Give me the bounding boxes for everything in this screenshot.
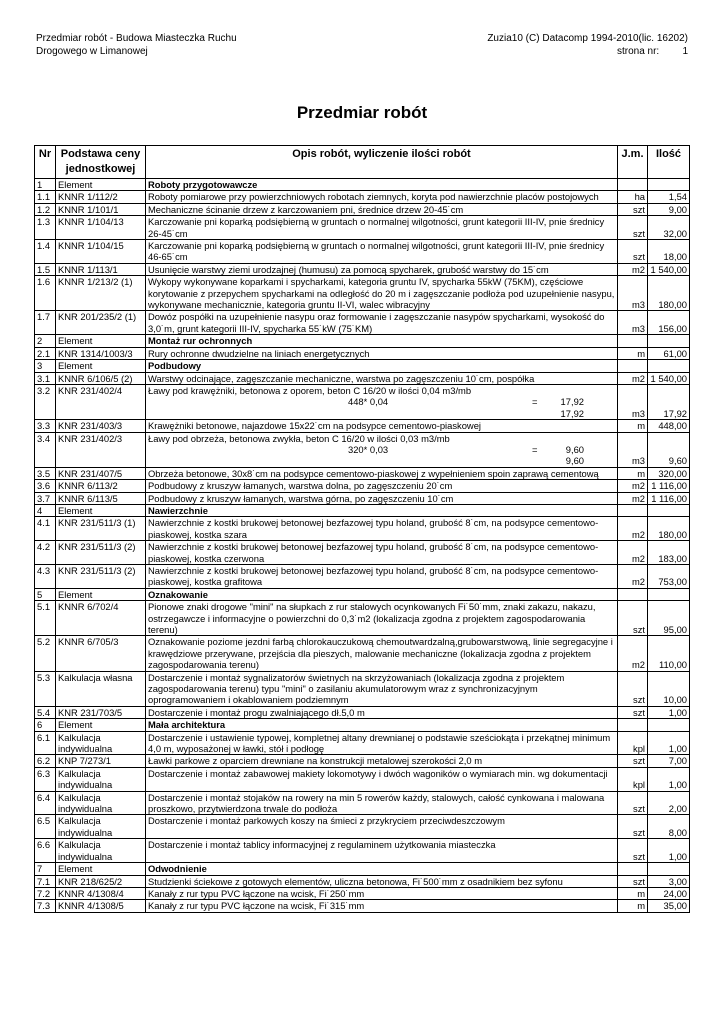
description-text: Dostarczenie i montaż zabawowej makiety lokomotywy i dwóch wagoników o wymiarach min. wg dokumentacji xyxy=(148,767,608,779)
cell-description xyxy=(146,588,618,600)
cell-unit: m2 xyxy=(618,263,648,275)
description-text: Mechaniczne ścinanie drzew z karczowaniem pni, średnice drzew 20-45˙cm xyxy=(148,203,464,215)
table-row xyxy=(35,601,690,636)
cell-nr: 5.1 xyxy=(35,601,56,636)
cell-quantity: 32,00 xyxy=(648,216,690,240)
description-text: Podbudowy z kruszyw łamanych, warstwa dolna, po zagęszczeniu 20˙cm xyxy=(148,480,453,492)
cell-unit xyxy=(618,719,648,731)
col-header-basis: Podstawa ceny jednostkowej xyxy=(56,146,146,179)
cell-quantity: 7,00 xyxy=(648,755,690,767)
cell-basis: KNR 1314/1003/3 xyxy=(56,347,146,359)
description-text: Usunięcie warstwy ziemi urodzajnej (humusu) za pomocą spycharek, grubość warstwy do 15˙cm xyxy=(148,263,549,275)
description-text: Karczowanie pni koparką podsiębierną w gruntach o normalnej wilgotności, grunt kategorii III-IV, pnie średnicy 26-45˙cm xyxy=(148,216,605,239)
cell-quantity: 110,00 xyxy=(648,636,690,671)
cell-basis: KNR 201/235/2 (1) xyxy=(56,311,146,335)
cell-description xyxy=(146,384,618,419)
cell-nr: 1.5 xyxy=(35,263,56,275)
cell-basis: KNR 218/625/2 xyxy=(56,875,146,887)
cell-unit: m3 xyxy=(618,384,648,419)
cell-nr: 5 xyxy=(35,588,56,600)
cell-nr: 2 xyxy=(35,335,56,347)
description-text: Dostarczenie i montaż parkowych koszy na śmieci z przykryciem przeciwdeszczowym xyxy=(148,815,505,827)
cell-nr: 6.5 xyxy=(35,815,56,839)
cell-basis: KNNR 1/213/2 (1) xyxy=(56,276,146,311)
cell-quantity: 1,00 xyxy=(648,767,690,791)
cell-basis: KNNR 1/101/1 xyxy=(56,203,146,215)
description-text: Mała architektura xyxy=(148,719,226,731)
cell-unit xyxy=(618,504,648,516)
cell-nr: 7 xyxy=(35,863,56,875)
description-text: Dostarczenie i montaż sygnalizatorów świetnych na skrzyżowaniach (lokalizacja zgodna z projektem zagospodarowania terenu) typu "mini" o zasilaniu akumulatorowym wraz z synchronizacyjnym oprogramowaniem i okablowaniem podziemnym xyxy=(148,671,565,706)
description-text: Kanały z rur typu PVC łączone na wcisk, Fi˙315˙mm xyxy=(148,900,365,912)
cell-description xyxy=(146,875,618,887)
page-number: 1 xyxy=(682,46,688,57)
cell-quantity xyxy=(648,504,690,516)
cell-description xyxy=(146,900,618,912)
cell-quantity: 35,00 xyxy=(648,900,690,912)
description-text: Ławy pod krawężniki, betonowa z oporem, beton C 16/20 w ilości 0,04 m3/mb xyxy=(148,384,472,396)
cell-quantity xyxy=(648,335,690,347)
cell-basis: KNNR 1/104/13 xyxy=(56,216,146,240)
cell-quantity: 1,00 xyxy=(648,706,690,718)
cell-basis: KNNR 1/113/1 xyxy=(56,263,146,275)
cell-quantity: 95,00 xyxy=(648,601,690,636)
description-text: Montaż rur ochronnych xyxy=(148,335,253,347)
description-text: Karczowanie pni koparką podsiębierną w gruntach o normalnej wilgotności, grunt kategorii III-IV, pnie średnicy 46-65˙cm xyxy=(148,240,605,263)
description-text: Odwodnienie xyxy=(148,863,207,875)
cell-basis: KNNR 6/702/4 xyxy=(56,601,146,636)
cell-unit: m2 xyxy=(618,517,648,541)
col-header-unit: J.m. xyxy=(618,146,648,179)
cell-nr: 7.2 xyxy=(35,887,56,899)
cell-unit xyxy=(618,179,648,191)
cell-unit: szt xyxy=(618,601,648,636)
cell-basis: Kalkulacja indywidualna xyxy=(56,767,146,791)
cell-quantity: 2,00 xyxy=(648,791,690,815)
cell-quantity: 1 116,00 xyxy=(648,492,690,504)
col-header-quantity: Ilość xyxy=(648,146,690,179)
calc-sum: 9,60 xyxy=(565,455,584,467)
cell-nr: 3 xyxy=(35,360,56,372)
calculation-line xyxy=(148,444,615,455)
table-row xyxy=(35,815,690,839)
cell-description xyxy=(146,240,618,264)
cell-unit xyxy=(618,588,648,600)
cell-basis: KNNR 6/113/5 xyxy=(56,492,146,504)
cell-basis: KNNR 1/104/15 xyxy=(56,240,146,264)
cell-nr: 1.7 xyxy=(35,311,56,335)
cell-nr: 3.2 xyxy=(35,384,56,419)
calculation-sum-line xyxy=(148,408,615,419)
table-row xyxy=(35,191,690,203)
software-credit: Zuzia10 (C) Datacomp 1994-2010(lic. 16202) xyxy=(487,33,688,44)
cell-basis: Kalkulacja indywidualna xyxy=(56,731,146,755)
cell-basis: KNR 231/402/3 xyxy=(56,432,146,467)
cell-unit: m2 xyxy=(618,372,648,384)
cell-unit: szt xyxy=(618,755,648,767)
table-row xyxy=(35,671,690,706)
cell-unit: m2 xyxy=(618,541,648,565)
description-text: Pionowe znaki drogowe "mini" na słupkach z rur stalowych ocynkowanych Fi˙50˙mm, znaki zakazu, nakazu, ostrzegawcze i informacyjne o powierzchni do 0,3˙m2 (lokalizacja zgodna z projektem zagospodarowania terenu) xyxy=(148,601,596,635)
cell-unit: m2 xyxy=(618,480,648,492)
cell-basis: Kalkulacja indywidualna xyxy=(56,815,146,839)
cell-description xyxy=(146,216,618,240)
cell-quantity xyxy=(648,863,690,875)
cell-unit: szt xyxy=(618,671,648,706)
cell-description xyxy=(146,360,618,372)
section-row xyxy=(35,179,690,191)
cell-unit: szt xyxy=(618,791,648,815)
cell-basis: KNR 231/703/5 xyxy=(56,706,146,718)
cell-unit: m xyxy=(618,887,648,899)
cell-description xyxy=(146,719,618,731)
description-text: Dowóz pospółki na uzupełnienie nasypu oraz formowanie i zagęszczanie nasypów spycharkami, wysokość do 3,0˙m, grunt kategorii III-IV, spycharka 55˙kW (75˙KM) xyxy=(148,311,605,334)
cell-nr: 6 xyxy=(35,719,56,731)
cell-quantity: 9,60 xyxy=(648,432,690,467)
table-header-row xyxy=(35,146,690,179)
cell-nr: 6.2 xyxy=(35,755,56,767)
calc-equals: = xyxy=(532,396,538,408)
cell-description xyxy=(146,887,618,899)
cell-description xyxy=(146,335,618,347)
cell-description xyxy=(146,504,618,516)
description-text: Kanały z rur typu PVC łączone na wcisk, Fi˙250˙mm xyxy=(148,887,365,899)
cell-basis: Element xyxy=(56,504,146,516)
cell-unit xyxy=(618,863,648,875)
cell-basis: KNP 7/273/1 xyxy=(56,755,146,767)
cell-nr: 3.4 xyxy=(35,432,56,467)
cell-quantity: 180,00 xyxy=(648,517,690,541)
section-row xyxy=(35,588,690,600)
description-text: Nawierzchnie z kostki brukowej betonowej bezfazowej typu holand, grubość 8˙cm, na podsypce cementowo-piaskowej, kostka szara xyxy=(148,517,599,540)
cell-unit: szt xyxy=(618,216,648,240)
cell-basis: Kalkulacja własna xyxy=(56,671,146,706)
section-row xyxy=(35,504,690,516)
description-text: Dostarczenie i montaż stojaków na rowery na min 5 rowerów każdy, stalowych, całość cynkowana i malowana proszkowo, przytwierdzona trwale do podłoża xyxy=(148,791,605,815)
table-row xyxy=(35,875,690,887)
cell-basis: KNNR 1/112/2 xyxy=(56,191,146,203)
cell-description xyxy=(146,815,618,839)
cell-description xyxy=(146,671,618,706)
cell-unit: szt xyxy=(618,815,648,839)
table-row xyxy=(35,636,690,671)
cell-quantity: 753,00 xyxy=(648,564,690,588)
calc-sum: 17,92 xyxy=(560,407,584,419)
calc-value: 17,92 xyxy=(560,396,584,408)
description-text: Wykopy wykonywane koparkami i spycharkami, kategoria gruntu IV, spycharka 55kW (75KM), częściowe korytowanie z przepychem spycharkami na odległość do 20 m i zagęszczanie podłoża pod uzupełnienie nasypu, wykonywane mechanicznie, kategoria gruntu II-VI, walec wibracyjny xyxy=(148,276,615,311)
cell-basis: KNNR 6/106/5 (2) xyxy=(56,372,146,384)
cell-nr: 7.1 xyxy=(35,875,56,887)
cell-nr: 4 xyxy=(35,504,56,516)
description-text: Nawierzchnie z kostki brukowej betonowej bezfazowej typu holand, grubość 8˙cm, na podsypce cementowo-piaskowej, kostka grafitowa xyxy=(148,564,599,588)
cell-quantity: 156,00 xyxy=(648,311,690,335)
cell-quantity xyxy=(648,719,690,731)
header-right xyxy=(487,32,688,58)
description-text: Krawężniki betonowe, najazdowe 15x22˙cm na podsypce cementowo-piaskowej xyxy=(148,420,481,432)
cell-nr: 3.1 xyxy=(35,372,56,384)
table-row xyxy=(35,311,690,335)
table-row xyxy=(35,755,690,767)
cell-basis: KNR 231/511/3 (2) xyxy=(56,564,146,588)
table-row xyxy=(35,467,690,479)
cell-description xyxy=(146,432,618,467)
cell-nr: 1.1 xyxy=(35,191,56,203)
table-body xyxy=(35,179,690,913)
calc-equals: = xyxy=(532,443,538,455)
cell-nr: 6.6 xyxy=(35,839,56,863)
cell-unit: m3 xyxy=(618,432,648,467)
cell-quantity: 183,00 xyxy=(648,541,690,565)
cell-description xyxy=(146,347,618,359)
cell-quantity: 320,00 xyxy=(648,467,690,479)
table-row xyxy=(35,276,690,311)
cell-quantity xyxy=(648,360,690,372)
cell-quantity: 1,54 xyxy=(648,191,690,203)
cell-description xyxy=(146,601,618,636)
cell-quantity: 17,92 xyxy=(648,384,690,419)
cell-basis: KNR 231/403/3 xyxy=(56,420,146,432)
section-row xyxy=(35,719,690,731)
calculation-line xyxy=(148,396,615,407)
cell-unit: szt xyxy=(618,706,648,718)
cost-estimate-table xyxy=(34,145,690,913)
table-row xyxy=(35,480,690,492)
cell-basis: Element xyxy=(56,719,146,731)
section-row xyxy=(35,863,690,875)
description-text: Oznakowanie poziome jezdni farbą chlorokauczukową chemoutwardzalną,grubowarstwową, linie segregacyjne i krawędziowe przerywane, przejścia dla pieszych, malowanie mechaniczne (lokalizacja zgodna z projektem zagospodarowania terenu) xyxy=(148,636,613,671)
table-row xyxy=(35,203,690,215)
description-text: Roboty pomiarowe przy powierzchniowych robotach ziemnych, koryta pod nawierzchnie placów postojowych xyxy=(148,191,599,203)
cell-basis: Element xyxy=(56,179,146,191)
project-title-line1: Przedmiar robót - Budowa Miasteczka Ruchu xyxy=(36,33,237,44)
cell-quantity: 1 540,00 xyxy=(648,372,690,384)
description-text: Warstwy odcinające, zagęszczanie mechaniczne, warstwa po zagęszczeniu 10˙cm, pospółka xyxy=(148,372,535,384)
cell-unit: m2 xyxy=(618,564,648,588)
cell-nr: 4.1 xyxy=(35,517,56,541)
cell-unit: m xyxy=(618,900,648,912)
cell-basis: Element xyxy=(56,588,146,600)
cell-description xyxy=(146,191,618,203)
cell-basis: Element xyxy=(56,360,146,372)
cell-quantity: 9,00 xyxy=(648,203,690,215)
description-text: Oznakowanie xyxy=(148,588,208,600)
cell-unit: m2 xyxy=(618,636,648,671)
cell-nr: 2.1 xyxy=(35,347,56,359)
cell-nr: 7.3 xyxy=(35,900,56,912)
description-text: Roboty przygotowawcze xyxy=(148,179,258,190)
cell-description xyxy=(146,541,618,565)
cell-unit: szt xyxy=(618,839,648,863)
cell-description xyxy=(146,767,618,791)
cell-description xyxy=(146,276,618,311)
page-title: Przedmiar robót xyxy=(296,103,428,122)
cell-unit: szt xyxy=(618,240,648,264)
description-text: Ławki parkowe z oparciem drewniane na konstrukcji metalowej szerokości 2,0 m xyxy=(148,755,482,767)
description-text: Podbudowy xyxy=(148,360,202,372)
cell-description xyxy=(146,755,618,767)
table-row xyxy=(35,432,690,467)
cell-unit: kpl xyxy=(618,767,648,791)
cell-basis: KNR 231/402/4 xyxy=(56,384,146,419)
cell-quantity: 18,00 xyxy=(648,240,690,264)
description-text: Nawierzchnie xyxy=(148,504,208,516)
cell-quantity: 24,00 xyxy=(648,887,690,899)
cell-basis: KNNR 6/113/2 xyxy=(56,480,146,492)
project-title-line2: Drogowego w Limanowej xyxy=(36,46,148,57)
description-text: Studzienki ściekowe z gotowych elementów, uliczna betonowa, Fi˙500˙mm z osadnikiem bez syfonu xyxy=(148,875,563,887)
description-text: Ławy pod obrzeża, betonowa zwykła, beton C 16/20 w ilości 0,03 m3/mb xyxy=(148,432,450,444)
cell-nr: 4.2 xyxy=(35,541,56,565)
calc-formula: 320* 0,03 xyxy=(348,443,389,455)
cell-nr: 1.4 xyxy=(35,240,56,264)
col-header-nr: Nr xyxy=(35,146,56,179)
cell-description xyxy=(146,179,618,191)
page-label: strona nr: xyxy=(616,46,660,57)
table-row xyxy=(35,791,690,815)
cell-quantity: 1,00 xyxy=(648,731,690,755)
cell-description xyxy=(146,311,618,335)
cell-unit: m xyxy=(618,347,648,359)
section-row xyxy=(35,335,690,347)
cell-unit: m3 xyxy=(618,276,648,311)
description-text: Dostarczenie i ustawienie typowej, kompletnej altany drewnianej o podstawie sześciokąta i przekątnej minimum 4,0 m, wyposażonej w ławki, stół i podłogę xyxy=(148,731,611,755)
cell-nr: 1.3 xyxy=(35,216,56,240)
cell-quantity: 180,00 xyxy=(648,276,690,311)
cell-nr: 6.4 xyxy=(35,791,56,815)
cell-unit: m xyxy=(618,467,648,479)
cell-quantity: 61,00 xyxy=(648,347,690,359)
description-text: Podbudowy z kruszyw łamanych, warstwa górna, po zagęszczeniu 10˙cm xyxy=(148,492,454,504)
table-row xyxy=(35,564,690,588)
cell-basis: KNR 231/511/3 (2) xyxy=(56,541,146,565)
cell-basis: KNNR 4/1308/4 xyxy=(56,887,146,899)
cell-description xyxy=(146,564,618,588)
cell-quantity: 3,00 xyxy=(648,875,690,887)
header-left xyxy=(36,32,237,58)
cell-quantity: 1,00 xyxy=(648,839,690,863)
cell-basis: Element xyxy=(56,335,146,347)
calc-formula: 448* 0,04 xyxy=(348,396,389,408)
cell-description xyxy=(146,731,618,755)
cell-nr: 5.2 xyxy=(35,636,56,671)
cell-description xyxy=(146,372,618,384)
cell-nr: 3.7 xyxy=(35,492,56,504)
cell-description xyxy=(146,420,618,432)
cell-basis: KNNR 6/705/3 xyxy=(56,636,146,671)
cell-description xyxy=(146,706,618,718)
table-row xyxy=(35,541,690,565)
cell-unit xyxy=(618,360,648,372)
table-row xyxy=(35,216,690,240)
cell-unit: kpl xyxy=(618,731,648,755)
page-number-line xyxy=(487,45,688,58)
cell-quantity: 8,00 xyxy=(648,815,690,839)
cell-nr: 3.6 xyxy=(35,480,56,492)
cell-quantity: 10,00 xyxy=(648,671,690,706)
calc-value: 9,60 xyxy=(565,443,584,455)
cell-unit: m2 xyxy=(618,492,648,504)
cell-quantity xyxy=(648,179,690,191)
cell-description xyxy=(146,839,618,863)
description-text: Rury ochronne dwudzielne na liniach energetycznych xyxy=(148,347,370,359)
table-row xyxy=(35,372,690,384)
cell-nr: 1.6 xyxy=(35,276,56,311)
cell-basis: KNNR 4/1308/5 xyxy=(56,900,146,912)
cell-nr: 5.4 xyxy=(35,706,56,718)
cell-unit: szt xyxy=(618,203,648,215)
table-row xyxy=(35,517,690,541)
cell-quantity: 1 540,00 xyxy=(648,263,690,275)
description-text: Dostarczenie i montaż progu zwalniającego dł.5,0 m xyxy=(148,706,365,718)
table-row xyxy=(35,384,690,419)
cell-description xyxy=(146,467,618,479)
cell-nr: 5.3 xyxy=(35,671,56,706)
section-row xyxy=(35,360,690,372)
table-row xyxy=(35,492,690,504)
cell-basis: KNR 231/511/3 (1) xyxy=(56,517,146,541)
cell-basis: Kalkulacja indywidualna xyxy=(56,791,146,815)
description-text: Dostarczenie i montaż tablicy informacyjnej z regulaminem użytkowania miasteczka xyxy=(148,839,496,851)
cell-nr: 4.3 xyxy=(35,564,56,588)
table-row xyxy=(35,900,690,912)
cell-basis: Kalkulacja indywidualna xyxy=(56,839,146,863)
table-row xyxy=(35,887,690,899)
table-row xyxy=(35,263,690,275)
description-text: Obrzeża betonowe, 30x8˙cm na podsypce cementowo-piaskowej z wypełnieniem spoin zaprawą cementową xyxy=(148,467,599,479)
cell-unit xyxy=(618,335,648,347)
cell-nr: 3.3 xyxy=(35,420,56,432)
cell-nr: 1.2 xyxy=(35,203,56,215)
calculation-sum-line xyxy=(148,455,615,466)
cell-nr: 6.3 xyxy=(35,767,56,791)
table-row xyxy=(35,240,690,264)
cell-description xyxy=(146,863,618,875)
table-row xyxy=(35,347,690,359)
table-row xyxy=(35,839,690,863)
cell-quantity: 448,00 xyxy=(648,420,690,432)
cell-nr: 3.5 xyxy=(35,467,56,479)
cell-description xyxy=(146,263,618,275)
cell-description xyxy=(146,203,618,215)
table-row xyxy=(35,731,690,755)
cell-basis: KNR 231/407/5 xyxy=(56,467,146,479)
cell-nr: 1 xyxy=(35,179,56,191)
cell-nr: 6.1 xyxy=(35,731,56,755)
table-row xyxy=(35,706,690,718)
cell-description xyxy=(146,517,618,541)
col-header-description: Opis robót, wyliczenie ilości robót xyxy=(146,146,618,179)
cell-unit: m3 xyxy=(618,311,648,335)
cell-basis: Element xyxy=(56,863,146,875)
cell-unit: ha xyxy=(618,191,648,203)
table-row xyxy=(35,767,690,791)
table-row xyxy=(35,420,690,432)
description-text: Nawierzchnie z kostki brukowej betonowej bezfazowej typu holand, grubość 8˙cm, na podsypce cementowo-piaskowej, kostka czerwona xyxy=(148,541,599,564)
cell-description xyxy=(146,636,618,671)
cell-description xyxy=(146,791,618,815)
cell-unit: szt xyxy=(618,875,648,887)
cell-unit: m xyxy=(618,420,648,432)
cell-quantity: 1 116,00 xyxy=(648,480,690,492)
cell-description xyxy=(146,492,618,504)
cell-description xyxy=(146,480,618,492)
cell-quantity xyxy=(648,588,690,600)
